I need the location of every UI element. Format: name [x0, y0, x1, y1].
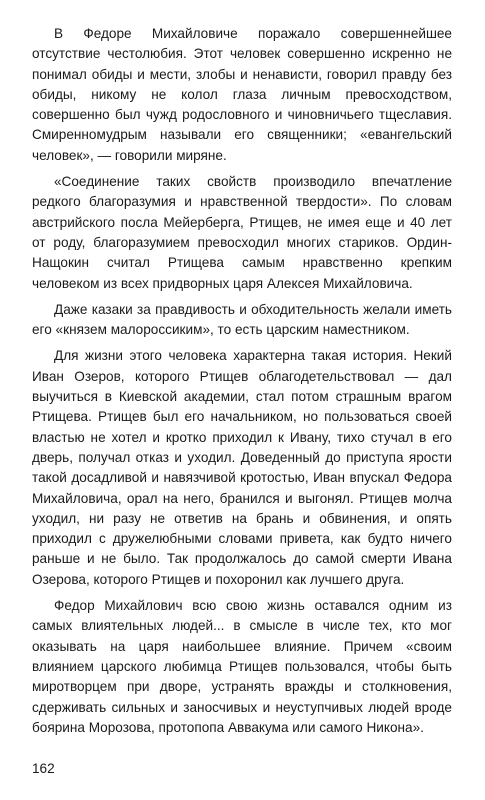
paragraph-4: Для жизни этого человека характерна такая история. Некий Иван Озеров, которого Ртищев облагодетельствовал — дал выучиться в Киевской академии, стал потом страшным врагом Ртищева. Ртищев был его начальником, но пользоваться своей властью не хотел и кротко приходил к Ивану, тихо стучал в его дверь, получал отказ и уходил. Доведенный до приступа ярости такой досадливой и навязчивой кротостью, Иван впускал Федора Михайловича, орал на него, бранился и выгонял. Ртищев молча уходил, ни разу не ответив на брань и обвинения, и опять приходил с дружелюбными словами привета, как будто ничего раньше и не было. Так продолжалось до самой смерти Ивана Озерова, которого Ртищев и похоронил как лучшего друга. [32, 348, 452, 587]
paragraph-5: Федор Михайлович всю свою жизнь оставался одним из самых влиятельных людей... в смысле в числе тех, кто мог оказывать на царя наибольшее влияние. Причем «своим влиянием царского любимца Ртищев пользовался, чтобы быть миротворцем при дворе, устранять вражды и столкновения, сдерживать сильных и заносчивых и неуступчивых людей вроде боярина Морозова, протопопа Аввакума или самого Никона». [32, 598, 452, 735]
page-number: 162 [32, 761, 55, 776]
paragraph-2: «Соединение таких свойств производило впечатление редкого благоразумия и нравственной твердости». По словам австрийского посла Мейерберга, Ртищев, не имея еще и 40 лет от роду, благоразумием превосходил многих стариков. Ордин-Нащокин считал Ртищева самым нравственно крепким человеком из всех придворных царя Алексея Михайловича. [32, 174, 452, 291]
paragraph-1: В Федоре Михайловиче поражало совершеннейшее отсутствие честолюбия. Этот человек совершенно искренно не понимал обиды и мести, злобы и ненависти, говорил правду без обиды, никому не колол глаза личным превосходством, совершенно был чужд родословного и чиновничьего тщеславия. Смиренномудрым называли его священники; «евангельский человек», — говорили миряне. [32, 26, 452, 163]
paragraph-3: Даже казаки за правдивость и обходительность желали иметь его «князем малороссиким», то есть царским наместником. [32, 301, 452, 338]
